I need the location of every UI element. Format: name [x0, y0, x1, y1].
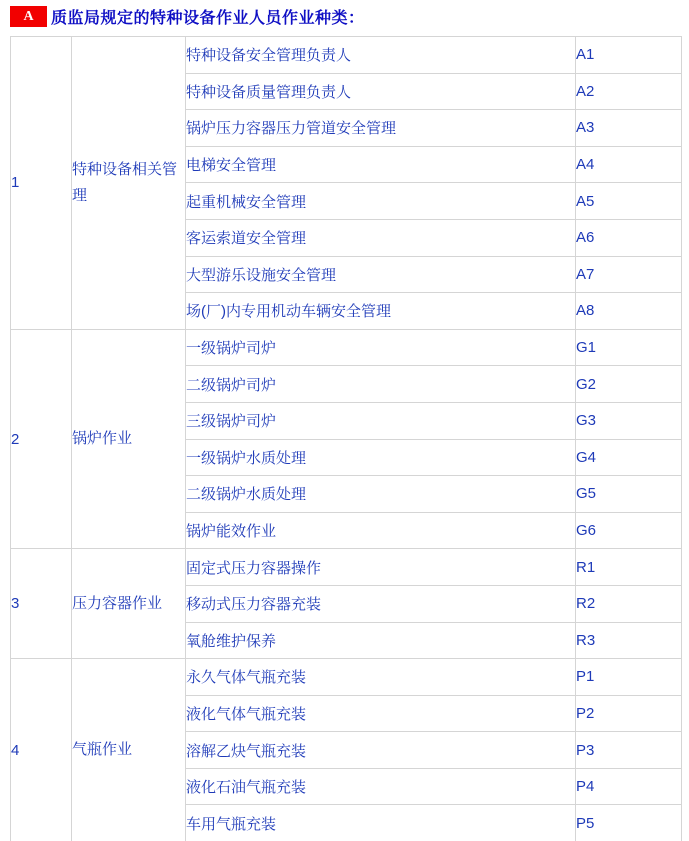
item-code-cell: G3 — [576, 402, 682, 439]
item-name-cell: 移动式压力容器充装 — [186, 585, 576, 622]
item-code-cell: A8 — [576, 293, 682, 330]
group-category-cell: 特种设备相关管理 — [72, 37, 186, 330]
item-code-cell: R3 — [576, 622, 682, 659]
group-number-cell: 4 — [11, 659, 72, 841]
group-number-cell: 3 — [11, 549, 72, 659]
item-code-cell: A1 — [576, 37, 682, 74]
item-code-cell: A6 — [576, 219, 682, 256]
item-code-cell: P3 — [576, 732, 682, 769]
table-row — [11, 659, 682, 696]
item-code-cell: G2 — [576, 366, 682, 403]
section-header — [10, 5, 365, 28]
item-name-cell: 永久气体气瓶充装 — [186, 659, 576, 696]
table-row — [11, 549, 682, 586]
item-code-cell: R2 — [576, 585, 682, 622]
group-category-cell: 压力容器作业 — [72, 549, 186, 659]
item-name-cell: 液化气体气瓶充装 — [186, 695, 576, 732]
item-name-cell: 二级锅炉水质处理 — [186, 476, 576, 513]
item-name-cell: 溶解乙炔气瓶充装 — [186, 732, 576, 769]
item-code-cell: G5 — [576, 476, 682, 513]
item-code-cell: G1 — [576, 329, 682, 366]
item-name-cell: 一级锅炉司炉 — [186, 329, 576, 366]
item-code-cell: A7 — [576, 256, 682, 293]
item-name-cell: 二级锅炉司炉 — [186, 366, 576, 403]
item-name-cell: 客运索道安全管理 — [186, 219, 576, 256]
item-name-cell: 液化石油气瓶充装 — [186, 768, 576, 805]
item-name-cell: 锅炉压力容器压力管道安全管理 — [186, 110, 576, 147]
item-code-cell: A4 — [576, 146, 682, 183]
item-name-cell: 大型游乐设施安全管理 — [186, 256, 576, 293]
item-code-cell: P2 — [576, 695, 682, 732]
item-code-cell: A2 — [576, 73, 682, 110]
item-code-cell: A3 — [576, 110, 682, 147]
item-code-cell: A5 — [576, 183, 682, 220]
table-row — [11, 37, 682, 74]
item-name-cell: 电梯安全管理 — [186, 146, 576, 183]
categories-table — [10, 36, 682, 841]
item-name-cell: 车用气瓶充装 — [186, 805, 576, 841]
item-name-cell: 特种设备安全管理负责人 — [186, 37, 576, 74]
item-name-cell: 氧舱维护保养 — [186, 622, 576, 659]
item-name-cell: 三级锅炉司炉 — [186, 402, 576, 439]
item-code-cell: P1 — [576, 659, 682, 696]
group-number-cell: 2 — [11, 329, 72, 549]
section-badge: A — [10, 6, 47, 27]
group-category-cell: 气瓶作业 — [72, 659, 186, 841]
item-name-cell: 锅炉能效作业 — [186, 512, 576, 549]
item-code-cell: P4 — [576, 768, 682, 805]
item-name-cell: 一级锅炉水质处理 — [186, 439, 576, 476]
item-name-cell: 场(厂)内专用机动车辆安全管理 — [186, 293, 576, 330]
table-row — [11, 329, 682, 366]
item-code-cell: R1 — [576, 549, 682, 586]
item-name-cell: 固定式压力容器操作 — [186, 549, 576, 586]
item-name-cell: 特种设备质量管理负责人 — [186, 73, 576, 110]
section-title: 质监局规定的特种设备作业人员作业种类： — [51, 10, 365, 27]
group-category-cell: 锅炉作业 — [72, 329, 186, 549]
item-code-cell: P5 — [576, 805, 682, 841]
group-number-cell: 1 — [11, 37, 72, 330]
item-name-cell: 起重机械安全管理 — [186, 183, 576, 220]
item-code-cell: G4 — [576, 439, 682, 476]
item-code-cell: G6 — [576, 512, 682, 549]
